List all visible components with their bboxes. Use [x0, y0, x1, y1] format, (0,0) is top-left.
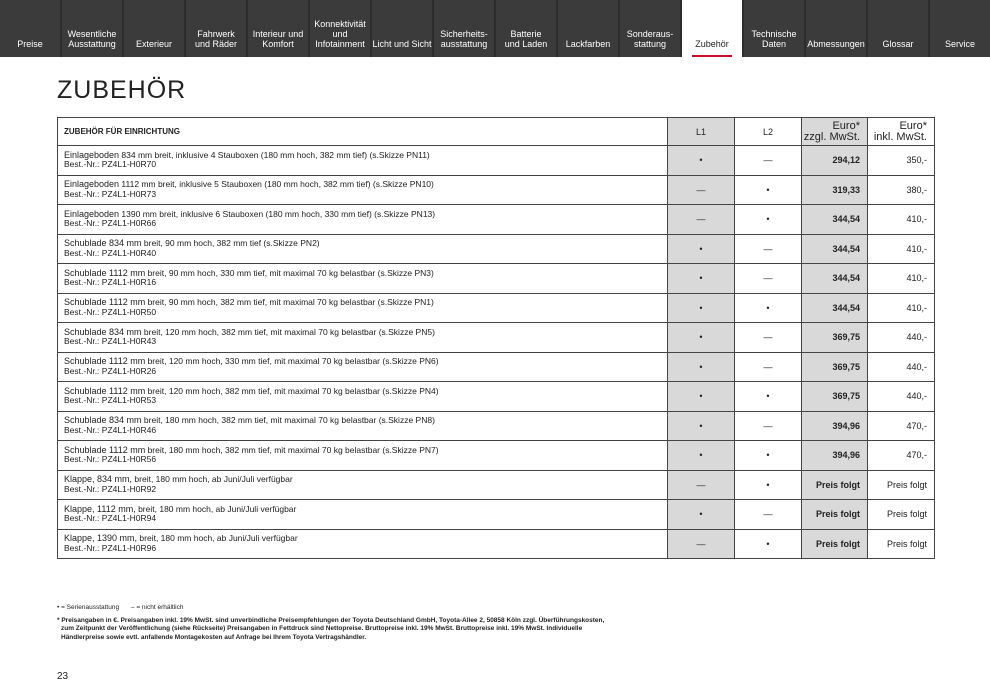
availability-l2 [735, 293, 802, 323]
availability-mark: • [699, 155, 703, 166]
item-description [58, 293, 668, 323]
table-header-row [58, 118, 935, 146]
availability-mark: — [696, 214, 706, 225]
nav-tab-label: Sicherheits- ausstattung [440, 29, 488, 49]
price-incl-vat: 350,- [868, 146, 935, 176]
accessories-price-table [57, 117, 935, 559]
availability-l1 [668, 205, 735, 235]
availability-l1 [668, 411, 735, 441]
item-details: breit, 90 mm hoch, 382 mm tief, mit maximal 70 kg belastbar (s.Skizze PN1) [145, 297, 434, 308]
availability-mark: • [699, 450, 703, 461]
item-details: breit, 180 mm hoch, 382 mm tief, mit maximal 70 kg belastbar (s.Skizze PN7) [145, 444, 439, 455]
column-header-l2: L2 [735, 118, 802, 146]
availability-l2 [735, 323, 802, 353]
item-name: Schublade 1112 mm [64, 297, 146, 308]
table-row [58, 175, 935, 205]
availability-l1 [668, 293, 735, 323]
price-incl-vat: 440,- [868, 382, 935, 412]
item-details: breit, 180 mm hoch, ab Juni/Juli verfügbar [132, 474, 293, 485]
nav-tab-sonderaus-stattung[interactable] [620, 0, 680, 57]
availability-l1 [668, 470, 735, 500]
item-details: breit, 120 mm hoch, 382 mm tief, mit maximal 70 kg belastbar (s.Skizze PN4) [145, 385, 439, 396]
order-number: Best.-Nr.: PZ4L1-H0R50 [64, 306, 157, 317]
order-number: Best.-Nr.: PZ4L1-H0R66 [64, 218, 157, 229]
item-name: Einlageboden [64, 149, 120, 160]
price-excl-vat: 344,54 [802, 234, 868, 264]
order-number: Best.-Nr.: PZ4L1-H0R94 [64, 513, 157, 524]
availability-mark: • [699, 509, 703, 520]
availability-mark: • [699, 243, 703, 254]
order-number: Best.-Nr.: PZ4L1-H0R96 [64, 542, 157, 553]
table-row [58, 529, 935, 559]
nav-tab-label: Interieur und Komfort [252, 29, 304, 49]
price-incl-vat: 410,- [868, 205, 935, 235]
availability-l2 [735, 500, 802, 530]
availability-mark: — [763, 361, 773, 372]
footnotes [57, 604, 617, 642]
nav-tab-konnektivität-und-infotainment[interactable] [310, 0, 370, 57]
column-header-price-excl-vat [802, 118, 868, 146]
nav-tab-label: Licht und Sicht [372, 39, 432, 49]
price-incl-vat: 440,- [868, 352, 935, 382]
nav-tab-label: Abmessungen [807, 39, 865, 49]
item-name: Schublade 1112 mm [64, 444, 146, 455]
availability-l2 [735, 352, 802, 382]
availability-mark: • [766, 391, 770, 402]
availability-l1 [668, 500, 735, 530]
availability-l2 [735, 529, 802, 559]
availability-mark: • [766, 479, 770, 490]
price-excl-vat: 344,54 [802, 205, 868, 235]
item-details: 834 mm breit, inklusive 4 Stauboxen (180 mm hoch, 382 mm tief) (s.Skizze PN11) [119, 149, 430, 160]
price-excl-vat: 369,75 [802, 382, 868, 412]
availability-mark: • [766, 450, 770, 461]
availability-mark: — [763, 155, 773, 166]
availability-mark: • [699, 302, 703, 313]
availability-l2 [735, 205, 802, 235]
nav-tab-technische-daten[interactable] [744, 0, 804, 57]
column-header-price-incl-vat [868, 118, 935, 146]
item-details: breit, 90 mm hoch, 330 mm tief, mit maximal 70 kg belastbar (s.Skizze PN3) [145, 267, 434, 278]
availability-mark: • [766, 538, 770, 549]
price-excl-vat: 369,75 [802, 352, 868, 382]
availability-mark: • [699, 391, 703, 402]
price-excl-vat: Preis folgt [802, 500, 868, 530]
item-description [58, 500, 668, 530]
item-name: Schublade 834 mm [64, 415, 142, 426]
availability-mark: • [766, 214, 770, 225]
nav-tab-fahrwerk-und-räder[interactable] [186, 0, 246, 57]
price-incl-vat: Preis folgt [868, 470, 935, 500]
item-name: Schublade 834 mm [64, 238, 142, 249]
nav-tab-preise[interactable] [0, 0, 60, 57]
item-description [58, 175, 668, 205]
availability-mark: • [766, 302, 770, 313]
nav-tab-label: Wesentliche Ausstattung [67, 29, 117, 49]
price-incl-vat: 410,- [868, 234, 935, 264]
order-number: Best.-Nr.: PZ4L1-H0R56 [64, 454, 157, 465]
price-excl-vat: 344,54 [802, 264, 868, 294]
nav-tab-label: Lackfarben [565, 39, 611, 49]
item-details: breit, 180 mm hoch, 382 mm tief, mit maximal 70 kg belastbar (s.Skizze PN8) [141, 415, 435, 426]
table-row [58, 146, 935, 176]
availability-mark: — [696, 538, 706, 549]
availability-l2 [735, 470, 802, 500]
legend-standard: • = Serienausstattung [57, 604, 120, 611]
price-excl-vat: 319,33 [802, 175, 868, 205]
availability-mark: • [699, 332, 703, 343]
item-details: breit, 90 mm hoch, 382 mm tief (s.Skizze PN2) [141, 238, 320, 249]
price-incl-vat: 410,- [868, 293, 935, 323]
table-row [58, 234, 935, 264]
order-number: Best.-Nr.: PZ4L1-H0R40 [64, 247, 157, 258]
order-number: Best.-Nr.: PZ4L1-H0R70 [64, 159, 157, 170]
availability-l1 [668, 146, 735, 176]
item-name: Klappe, 834 mm, [64, 474, 133, 485]
table-row [58, 470, 935, 500]
price-header-text-incl: Euro* inkl. MwSt. [873, 119, 927, 143]
item-description [58, 470, 668, 500]
availability-l1 [668, 234, 735, 264]
order-number: Best.-Nr.: PZ4L1-H0R73 [64, 188, 157, 199]
legend [57, 604, 617, 613]
nav-tab-glossar[interactable] [868, 0, 928, 57]
price-footnote: * Preisangaben in €. Preisangaben inkl. 19% MwSt. sind unverbindliche Preisempfehlungen der Toyota Deutschland GmbH, Toyota-Allee 2, 50858 Köln zzgl. Überführungskosten, zum Zeitpunkt der Veröffentlichung (siehe Rückseite) Preisangaben in Fettdruck sind Nettopreise. Bruttopreise inkl. 19% MwSt. Bruttopreise inkl. 19% MwSt. Individuelle Händlerpreise sowie evtl. anfallende Montagekosten auf Anfrage bei Ihrem Toyota Vertragshändler. [57, 616, 605, 641]
nav-tab-label: Glossar [882, 39, 914, 49]
availability-mark: • [699, 361, 703, 372]
item-name: Klappe, 1390 mm, [64, 533, 138, 544]
availability-mark: — [696, 184, 706, 195]
availability-mark: — [763, 332, 773, 343]
nav-tab-label: Service [944, 39, 975, 49]
table-row [58, 411, 935, 441]
item-name: Schublade 834 mm [64, 326, 142, 337]
price-excl-vat: 294,12 [802, 146, 868, 176]
table-row [58, 382, 935, 412]
availability-mark: • [766, 184, 770, 195]
availability-mark: — [763, 273, 773, 284]
availability-l2 [735, 411, 802, 441]
page-title: ZUBEHÖR [57, 76, 187, 104]
price-excl-vat: 369,75 [802, 323, 868, 353]
item-description [58, 411, 668, 441]
item-details: breit, 120 mm hoch, 330 mm tief, mit maximal 70 kg belastbar (s.Skizze PN6) [145, 356, 439, 367]
item-description [58, 441, 668, 471]
item-details: breit, 180 mm hoch, ab Juni/Juli verfügbar [137, 533, 298, 544]
column-header-l1: L1 [668, 118, 735, 146]
item-description [58, 323, 668, 353]
top-navigation [0, 0, 990, 57]
item-name: Einlageboden [64, 179, 120, 190]
item-name: Einlageboden [64, 208, 120, 219]
availability-l1 [668, 264, 735, 294]
nav-tab-service[interactable] [930, 0, 990, 57]
availability-l1 [668, 529, 735, 559]
order-number: Best.-Nr.: PZ4L1-H0R26 [64, 365, 157, 376]
availability-l2 [735, 264, 802, 294]
page-number: 23 [57, 671, 69, 682]
availability-mark: — [763, 243, 773, 254]
table-row [58, 352, 935, 382]
availability-l1 [668, 352, 735, 382]
nav-tab-batterie-und-laden[interactable] [496, 0, 556, 57]
availability-l2 [735, 382, 802, 412]
legend-not-available: – = nicht erhältlich [130, 604, 184, 611]
item-name: Klappe, 1112 mm, [64, 503, 136, 514]
nav-tab-exterieur[interactable] [124, 0, 184, 57]
nav-tab-label: Konnektivität und Infotainment [314, 19, 366, 49]
order-number: Best.-Nr.: PZ4L1-H0R43 [64, 336, 157, 347]
nav-tab-label: Batterie und Laden [504, 29, 548, 49]
item-name: Schublade 1112 mm [64, 267, 146, 278]
price-excl-vat: 344,54 [802, 293, 868, 323]
availability-l2 [735, 234, 802, 264]
item-description [58, 264, 668, 294]
nav-tab-interieur-und-komfort[interactable] [248, 0, 308, 57]
nav-tab-label: Exterieur [135, 39, 172, 49]
nav-tab-zubehör[interactable] [682, 0, 742, 57]
nav-tab-label: Fahrwerk und Räder [194, 29, 238, 49]
item-description [58, 205, 668, 235]
price-incl-vat: 440,- [868, 323, 935, 353]
order-number: Best.-Nr.: PZ4L1-H0R46 [64, 424, 157, 435]
table-row [58, 293, 935, 323]
table-row [58, 323, 935, 353]
item-description [58, 382, 668, 412]
item-name: Schublade 1112 mm [64, 385, 146, 396]
price-header-text-excl: Euro* zzgl. MwSt. [803, 119, 860, 143]
item-description [58, 529, 668, 559]
availability-l2 [735, 146, 802, 176]
nav-tab-label: Preise [17, 39, 43, 49]
item-details: breit, 180 mm hoch, ab Juni/Juli verfügbar [135, 503, 297, 514]
availability-l1 [668, 382, 735, 412]
item-description [58, 352, 668, 382]
price-excl-vat: Preis folgt [802, 470, 868, 500]
availability-l1 [668, 175, 735, 205]
availability-mark: • [699, 420, 703, 431]
item-details: 1390 mm breit, inklusive 6 Stauboxen (180 mm hoch, 330 mm tief) (s.Skizze PN13) [119, 208, 436, 219]
availability-mark: • [699, 273, 703, 284]
table-row [58, 500, 935, 530]
price-incl-vat: Preis folgt [868, 529, 935, 559]
nav-tab-wesentliche-ausstattung[interactable] [62, 0, 122, 57]
nav-tab-licht-und-sicht[interactable] [372, 0, 432, 57]
item-description [58, 234, 668, 264]
price-incl-vat: 470,- [868, 411, 935, 441]
nav-tab-label: Technische Daten [751, 29, 797, 49]
availability-mark: — [763, 420, 773, 431]
nav-tab-label: Zubehör [695, 39, 729, 49]
nav-tab-sicherheits-ausstattung[interactable] [434, 0, 494, 57]
availability-l2 [735, 175, 802, 205]
availability-l2 [735, 441, 802, 471]
section-label: ZUBEHÖR FÜR EINRICHTUNG [58, 118, 668, 146]
nav-tab-abmessungen[interactable] [806, 0, 866, 57]
table-row [58, 205, 935, 235]
availability-l1 [668, 441, 735, 471]
price-incl-vat: 380,- [868, 175, 935, 205]
order-number: Best.-Nr.: PZ4L1-H0R92 [64, 483, 157, 494]
item-details: breit, 120 mm hoch, 382 mm tief, mit maximal 70 kg belastbar (s.Skizze PN5) [141, 326, 435, 337]
order-number: Best.-Nr.: PZ4L1-H0R53 [64, 395, 157, 406]
item-name: Schublade 1112 mm [64, 356, 146, 367]
availability-l1 [668, 323, 735, 353]
price-excl-vat: Preis folgt [802, 529, 868, 559]
nav-tab-label: Sonderaus- stattung [626, 29, 674, 49]
price-incl-vat: 470,- [868, 441, 935, 471]
item-description [58, 146, 668, 176]
order-number: Best.-Nr.: PZ4L1-H0R16 [64, 277, 157, 288]
price-excl-vat: 394,96 [802, 441, 868, 471]
price-excl-vat: 394,96 [802, 411, 868, 441]
item-details: 1112 mm breit, inklusive 5 Stauboxen (180 mm hoch, 382 mm tief) (s.Skizze PN10) [119, 179, 434, 190]
availability-mark: — [696, 479, 706, 490]
table-row [58, 264, 935, 294]
price-incl-vat: Preis folgt [868, 500, 935, 530]
price-incl-vat: 410,- [868, 264, 935, 294]
availability-mark: — [763, 509, 773, 520]
nav-tab-lackfarben[interactable] [558, 0, 618, 57]
table-row [58, 441, 935, 471]
